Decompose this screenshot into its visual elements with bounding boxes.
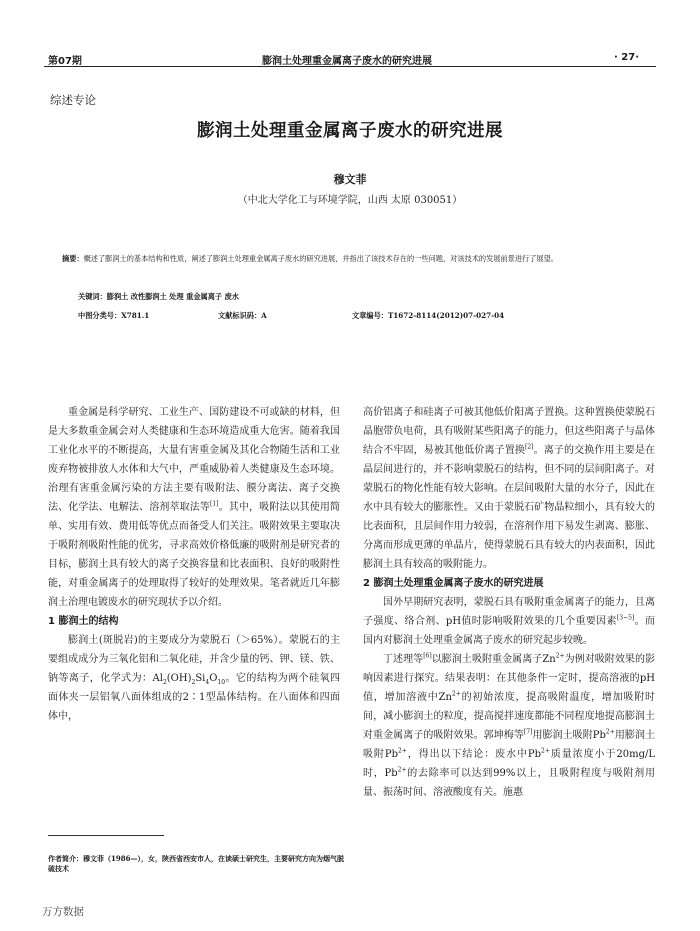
author-footnote [48, 854, 348, 874]
pb-charge-4: 2+ [397, 766, 407, 774]
zn-charge-2: 2+ [451, 690, 461, 698]
paragraph-research-1 [363, 593, 655, 650]
paragraph-research-2 [363, 650, 655, 802]
ref-1: [1] [210, 500, 219, 508]
pb-charge-2: 2+ [397, 747, 407, 755]
research-2-i: 的去除率可以达到99%以上，且吸附程度与吸附剂用量、振荡时间、溶液酸度有关。施惠 [363, 768, 655, 798]
zn-charge-1: 2+ [555, 652, 565, 660]
heading-section-1: 1 膨润土的结构 [48, 616, 119, 627]
pb-charge-1: 2+ [605, 728, 615, 736]
intro-text-a: 重金属是科学研究、工业生产、国防建设不可或缺的材料，但是大多数重金属会对人类健康和生态环境造成重大危害。随着我国工业化水平的不断提高，大量有害重金属及其化合物随生活和工业废弃物被排放人水体和大气中，严重威胁着人类健康及生态环境。治理有害重金属污染的方法主要有吸附法、膜分离法、离子交换法、化学法、电解法、溶剂萃取法等 [48, 407, 340, 513]
document-code [218, 311, 267, 321]
pb-charge-3: 2+ [541, 747, 550, 755]
research-2-a: 丁述理等 [383, 654, 424, 665]
formula-sub-4: 10 [217, 679, 226, 686]
body-column-right [363, 403, 655, 802]
research-2-e: 用膨润土吸附Pb [532, 730, 606, 741]
header-running-title: 膨润土处理重金属离子废水的研究进展 [262, 56, 432, 67]
keywords-label: 关键词： [78, 292, 107, 301]
footnote-label: 作者简介： [48, 854, 83, 863]
research-2-h: 质量浓度小于20mg/L时，Pb [363, 749, 655, 779]
article-number-label: 文章编号： [352, 311, 388, 320]
ref-7: [7] [523, 728, 533, 736]
section-tag: 综述专论 [50, 93, 96, 107]
formula-sub-2: 2 [191, 679, 196, 686]
ref-6: [6] [423, 652, 432, 660]
research-2-b: 以膨润土吸附重金属离子Zn [431, 654, 556, 665]
formula-sub-3: 4 [205, 679, 210, 686]
research-2-f: 用膨润土吸附Pb [363, 730, 656, 760]
heading-section-2: 2 膨润土处理重金属离子废水的研究进展 [363, 578, 544, 589]
intro-text-b: 。其中，吸附法以其使用简单、实用有效、费用低等优点而备受人们关注。吸附效果主要取决于吸附剂吸附性能的优劣，寻求高效价格低廉的吸附剂是研究者的目标，膨润土具有较大的离子交换容量和比表面积、良好的吸附性能，对重金属离子的处理取得了较好的处理效果。笔者就近几年膨润土治理电镀废水的研究现状予以介绍。 [48, 502, 340, 608]
doc-code-value: A [261, 311, 267, 320]
article-title: 膨润土处理重金属离子废水的研究进展 [197, 121, 503, 141]
keywords [78, 292, 239, 302]
research-2-d: 的初始浓度，提高吸附温度，增加吸附时间，减小膨润土的粒度，提高搅拌速度都能不同程度地提高膨润土对重金属离子的吸附效果。郭坤梅等 [363, 692, 656, 741]
author: 穆文菲 [333, 173, 367, 186]
paragraph-structure-cont [363, 403, 655, 574]
formula-oh: (OH) [166, 673, 192, 684]
abstract-text: 概述了膨润土的基本结构和性质，阐述了膨润土处理重金属离子废水的研究进展，并指出了该技术存在的一些问题，对该技术的发展前景进行了展望。 [83, 254, 558, 263]
structure-cont-a: 高价铝离子和硅离子可被其他低价阳离子置换。这种置换使蒙脱石晶胞带负电荷，具有吸附某些阳离子的能力，但这些阳离子与晶体结合不牢固，易被其他低价离子置换 [363, 407, 655, 456]
ref-2: [2] [525, 443, 534, 451]
formula-o: O [209, 673, 218, 684]
research-2-c: 为例对吸附效果的影响因素进行探究。结果表明：在其他条件一定时，提高溶液的pH值，增加溶液中Zn [363, 654, 656, 703]
keywords-text: 膨润土 改性膨润土 处理 重金属离子 废水 [106, 292, 239, 301]
ref-3-5: [3~5] [616, 614, 635, 622]
clc-value: X781.1 [121, 311, 150, 320]
formula-si: Si [195, 673, 206, 684]
header-issue: 第07期 [48, 56, 82, 67]
header-rule [44, 66, 656, 67]
header-page-number: · 27· [614, 52, 639, 63]
paragraph-intro [48, 403, 340, 612]
footnote-text: 穆文菲（1986—），女，陕西省西安市人，在读硕士研究生，主要研究方向为烟气脱硫技术 [48, 854, 344, 873]
watermark: 万方数据 [42, 906, 84, 918]
formula-sub-1: 2 [162, 679, 167, 686]
research-1-b: 。而国内对膨润土处理重金属离子废水的研究起步较晚。 [363, 616, 655, 646]
formula-al: Al [152, 673, 163, 684]
footnote-rule [48, 835, 164, 836]
article-number [352, 311, 504, 321]
paragraph-structure [48, 631, 340, 726]
structure-cont-b: 。离子的交换作用主要是在晶层间进行的，并不影响蒙脱石的结构，但不同的层间阳离子。对蒙脱石的物化性能有较大影响。在层间吸附大量的水分子，因此在水中具有较大的膨胀性。又由于蒙脱石矿物晶粒细小，具有较大的比表面积，且层间作用力较弱，在溶剂作用下易发生剥离、膨胀、分离而形成更薄的单晶片，使得蒙脱石具有较大的内表面积，因此膨润土具有较高的吸附能力。 [363, 445, 655, 570]
research-1-a: 国外早期研究表明，蒙脱石具有吸附重金属离子的能力，且离子强度、络合剂、pH值时影响吸附效果的几个重要因素 [363, 597, 655, 627]
abstract-label: 摘要： [62, 254, 84, 263]
chemical-formula [153, 673, 226, 684]
doc-code-label: 文献标识码： [218, 311, 262, 320]
clc-label: 中图分类号： [78, 311, 122, 320]
body-column-left [48, 403, 340, 726]
article-number-value: T1672-8114(2012)07-027-04 [387, 311, 505, 320]
clc-number [78, 311, 149, 321]
structure-text-b: 。它的结构为两个硅氧四面体夹一层铝氧八面体组成的2∶1型晶体结构。在八面体和四面体中， [48, 673, 341, 722]
abstract [62, 250, 636, 267]
affiliation: （中北大学化工与环境学院，山西 太原 030051） [237, 195, 463, 206]
research-2-g: ，得出以下结论：废水中Pb [406, 749, 542, 760]
structure-text-a: 膨润土(斑脱岩)的主要成分为蒙脱石（＞65%）。蒙脱石的主要组成成分为三氧化铝和二氧化硅，并含少量的钙、钾、镁、铁、钠等离子，化学式为： [48, 635, 340, 684]
